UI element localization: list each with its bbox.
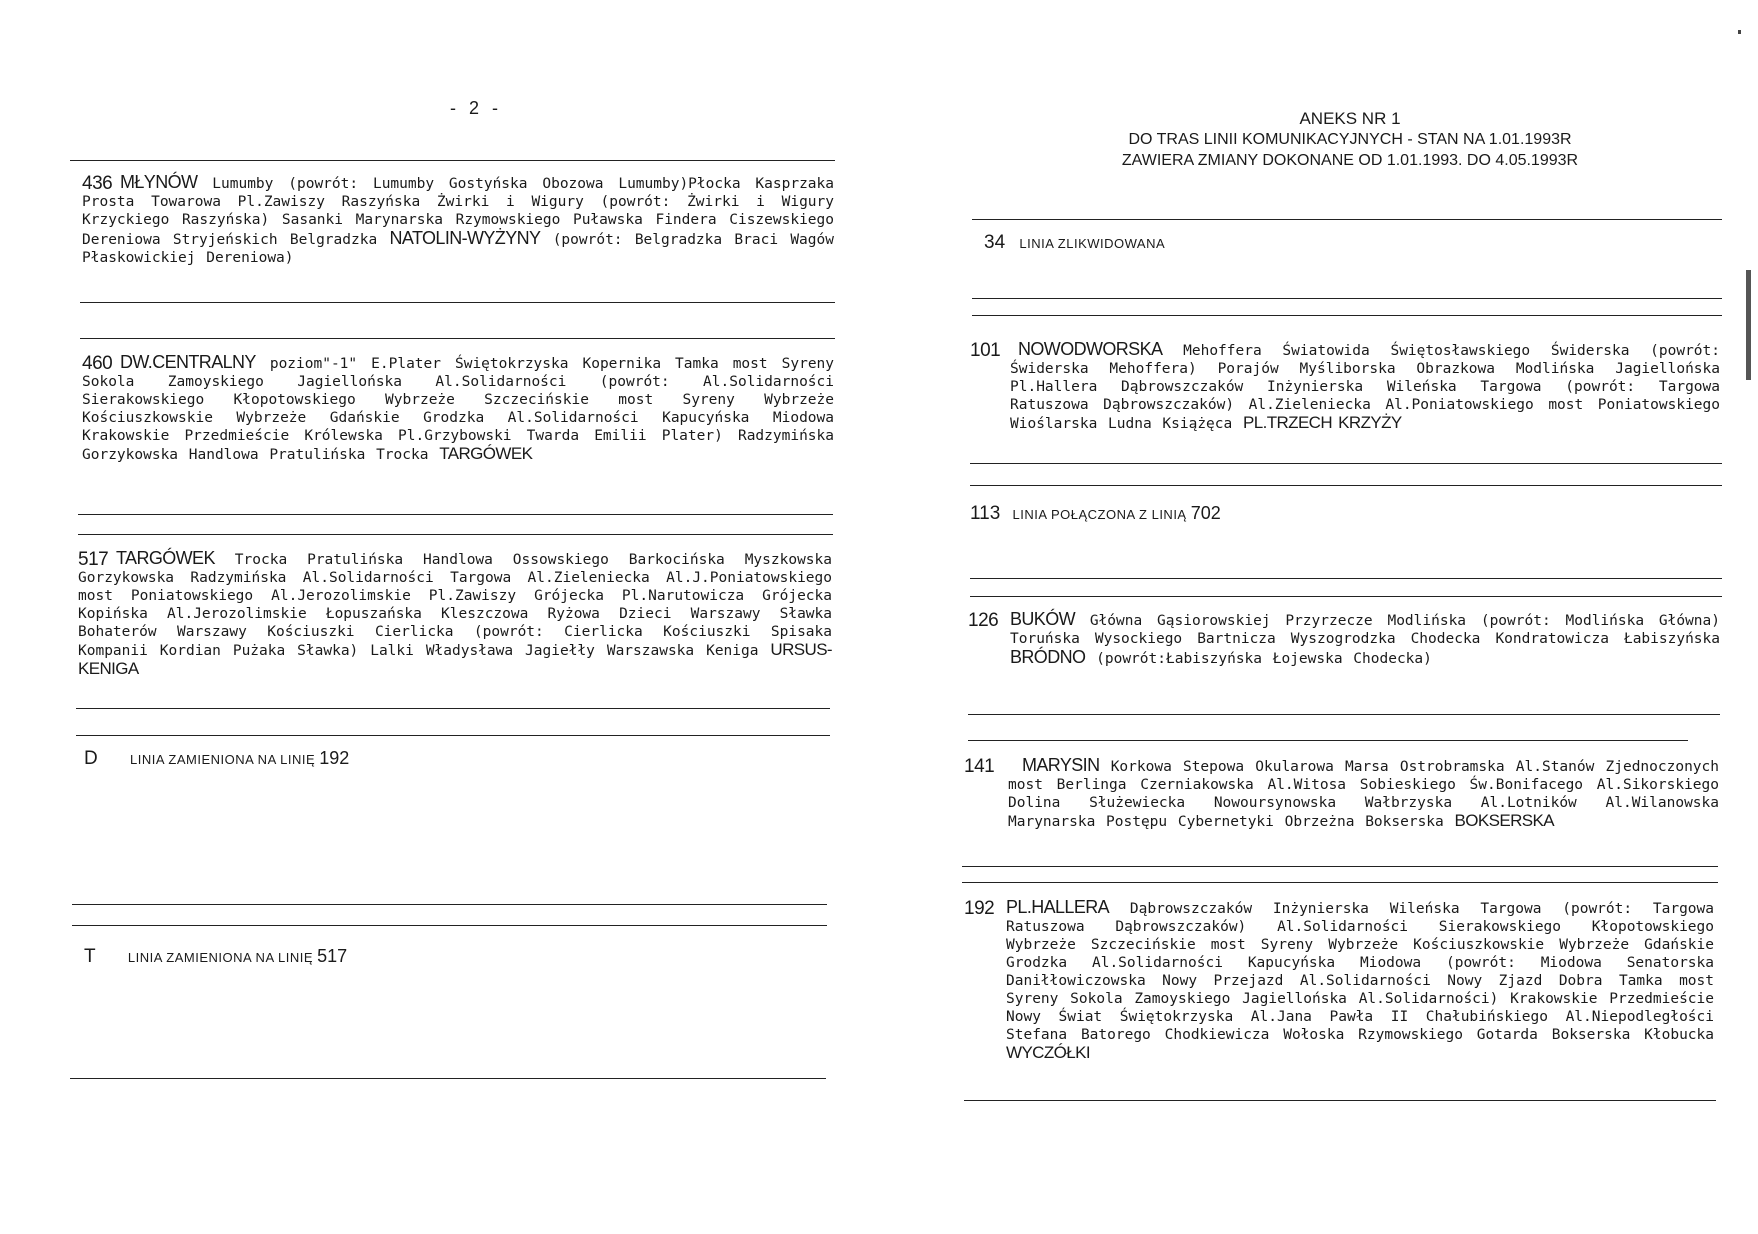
route-number: 141	[964, 756, 995, 777]
route-note-target: 192	[319, 748, 350, 768]
divider-rule	[70, 160, 835, 161]
route-start-terminus: DW.CENTRALNY	[120, 352, 256, 372]
route-end-terminus: BOKSERSKA	[1454, 811, 1554, 830]
route-start-terminus: BUKÓW	[1010, 609, 1076, 629]
route-end-terminus: TARGÓWEK	[439, 444, 533, 463]
divider-rule	[972, 298, 1722, 299]
route-note-34	[984, 232, 1165, 254]
route-entry-126	[968, 610, 1720, 668]
divider-rule	[72, 904, 827, 905]
divider-rule	[76, 735, 830, 736]
route-streets: Dąbrowszczaków Inżynierska Wileńska Targowa (powrót: Targowa Ratuszowa Dąbrowszczaków) Al.Solidarności Sierakowskiego Kłopotowskiego Wybrzeże Szczecińskie most Syreny Wybrzeże Kościuszkowskie Wybrzeże Gdańskie Grodzka Al.Solidarności Kapucyńska Miodowa (powrót: Miodowa Senatorska Daniłłowiczowska Nowy Przejazd Al.Solidarności Nowy Zjazd Dobra Tamka most Syreny Sokola Zamoyskiego Jagiellońska Al.Solidarności) Krakowskie Przedmieście Nowy Świat Świętokrzyska Al.Jana Pawła II Chałubińskiego Al.Niepodległości Stefana Batorego Chodkiewicza Wołoska Rzymowskiego Gotarda Bokserska Kłobucka	[1006, 901, 1714, 1043]
route-number: 126	[968, 610, 999, 631]
divider-rule	[968, 714, 1720, 715]
divider-rule	[70, 1078, 826, 1079]
scan-mark	[1746, 270, 1751, 380]
route-streets-continued: (powrót:Łabiszyńska Łojewska Chodecka)	[1096, 651, 1432, 667]
route-end-terminus: WYCZÓŁKI	[1006, 1043, 1090, 1062]
route-end-terminus: URSUS-KENIGA	[78, 640, 832, 678]
divider-rule	[970, 578, 1722, 579]
annex-header	[1040, 108, 1660, 171]
route-number: D	[84, 748, 98, 769]
annex-subtitle-line-1: DO TRAS LINII KOMUNIKACYJNYCH - STAN NA 1.01.1993R	[1128, 131, 1572, 148]
route-note-target: 517	[317, 946, 348, 966]
route-entry-101	[970, 340, 1720, 433]
route-number: 192	[964, 898, 995, 919]
annex-subtitle-line-2: ZAWIERA ZMIANY DOKONANE OD 1.01.1993. DO 4.05.1993R	[1121, 152, 1579, 169]
route-start-terminus: MARYSIN	[1022, 755, 1100, 775]
route-note-text: LINIA ZLIKWIDOWANA	[1019, 236, 1166, 251]
route-entry-436	[82, 173, 834, 267]
divider-rule	[970, 596, 1722, 597]
route-number: 436	[82, 173, 113, 194]
divider-rule	[962, 882, 1718, 883]
divider-rule	[972, 219, 1722, 220]
divider-rule	[972, 315, 1722, 316]
annex-title: ANEKS NR 1	[1299, 109, 1401, 128]
divider-rule	[964, 1100, 1716, 1101]
route-note-text: LINIA ZAMIENIONA NA LINIĘ	[127, 950, 314, 965]
route-note-113	[970, 503, 1221, 525]
divider-rule	[970, 463, 1722, 464]
route-note-T	[84, 946, 347, 968]
route-note-D	[84, 748, 349, 770]
route-mid-terminus: NATOLIN-WYŻYNY	[389, 228, 541, 248]
divider-rule	[76, 708, 830, 709]
divider-rule	[78, 534, 833, 535]
route-number: 101	[970, 340, 1001, 361]
route-mid-terminus: BRÓDNO	[1010, 647, 1086, 667]
divider-rule	[962, 866, 1718, 867]
scan-mark	[1738, 30, 1741, 34]
route-number: T	[84, 946, 96, 967]
divider-rule	[80, 338, 835, 339]
route-number: 460	[82, 353, 113, 374]
route-entry-460	[82, 353, 834, 464]
divider-rule	[970, 485, 1722, 486]
route-start-terminus: NOWODWORSKA	[1018, 339, 1163, 359]
route-streets: Lumumby (powrót: Lumumby Gostyńska Obozowa Lumumby)Płocka Kasprzaka Prosta Towarowa Pl.Zawiszy Raszyńska Żwirki i Wigury (powrót: Żwirki i Wigury Krzyckiego Raszyńska) Sasanki Marynarska Rzymowskiego Puławska Findera Ciszewskiego Dereniowa Stryjeńskich Belgradzka	[82, 176, 834, 248]
route-end-terminus: PL.TRZECH KRZYŻY	[1242, 413, 1402, 432]
route-entry-141	[964, 756, 1719, 831]
divider-rule	[968, 740, 1688, 741]
route-streets: Trocka Pratulińska Handlowa Ossowskiego Barkocińska Myszkowska Gorzykowska Radzymińska Al.Solidarności Targowa Al.Zieleniecka Al.J.Poniatowskiego most Poniatowskiego Al.Jerozolimskie Pl.Zawiszy Grójecka Pl.Narutowicza Grójecka Kopińska Al.Jerozolimskie Łopuszańska Kleszczowa Ryżowa Dzieci Warszawy Sławka Bohaterów Warszawy Kościuszki Cierlicka (powrót: Cierlicka Kościuszki Spisaka Kompanii Kordian Pużaka Sławka) Lalki Władysława Jagiełły Warszawska Keniga	[78, 552, 832, 659]
route-note-text: LINIA ZAMIENIONA NA LINIĘ	[129, 752, 316, 767]
route-start-terminus: TARGÓWEK	[116, 548, 215, 568]
route-entry-192	[964, 898, 1714, 1063]
route-start-terminus: PL.HALLERA	[1006, 897, 1110, 917]
route-streets: Mehoffera Światowida Świętosławskiego Świderska (powrót: Świderska Mehoffera) Porajów Myśliborska Obrazkowa Modlińska Jagiellońska Pl.Hallera Dąbrowszczaków Inżynierska Wileńska Targowa (powrót: Targowa Ratuszowa Dąbrowszczaków) Al.Zieleniecka Al.Poniatowskiego most Poniatowskiego Wioślarska Ludna Książęca	[1010, 343, 1720, 432]
divider-rule	[78, 514, 833, 515]
route-start-terminus: MŁYNÓW	[120, 172, 198, 192]
route-streets: Główna Gąsiorowskiej Przyrzecze Modlińska (powrót: Modlińska Główna) Toruńska Wysockiego Bartnicza Wyszogrodzka Chodecka Kondratowicza Łabiszyńska	[1010, 613, 1721, 647]
route-streets: poziom"-1" E.Plater Świętokrzyska Kopernika Tamka most Syreny Sokola Zamoyskiego Jagiellońska Al.Solidarności (powrót: Al.Solidarności Sierakowskiego Kłopotowskiego Wybrzeże Szczecińskie most Syreny Wybrzeże Kościuszkowskie Wybrzeże Gdańskie Grodzka Al.Solidarności Kapucyńska Miodowa Krakowskie Przedmieście Królewska Pl.Grzybowski Twarda Emilii Plater) Radzymińska Gorzykowska Handlowa Pratulińska Trocka	[82, 356, 835, 463]
route-number: 34	[984, 232, 1006, 253]
route-streets-continued: (powrót: Belgradzka Braci Wagów Płaskowickiej Dereniowa)	[82, 232, 834, 266]
route-note-target: 702	[1190, 503, 1221, 523]
route-number: 113	[970, 503, 1001, 524]
route-entry-517	[78, 549, 832, 679]
divider-rule	[80, 302, 835, 303]
page-number: - 2 -	[450, 98, 503, 118]
route-number: 517	[78, 549, 109, 570]
route-note-text: LINIA POŁĄCZONA Z LINIĄ	[1012, 507, 1187, 522]
divider-rule	[72, 925, 827, 926]
route-streets: Korkowa Stepowa Okularowa Marsa Ostrobramska Al.Stanów Zjednoczonych most Berlinga Czerniakowska Al.Witosa Sobieskiego Św.Bonifacego Al.Sikorskiego Dolina Służewiecka Nowoursynowska Wałbrzyska Al.Lotników Al.Wilanowska Marynarska Postępu Cybernetyki Obrzeżna Bokserska	[1008, 759, 1720, 830]
